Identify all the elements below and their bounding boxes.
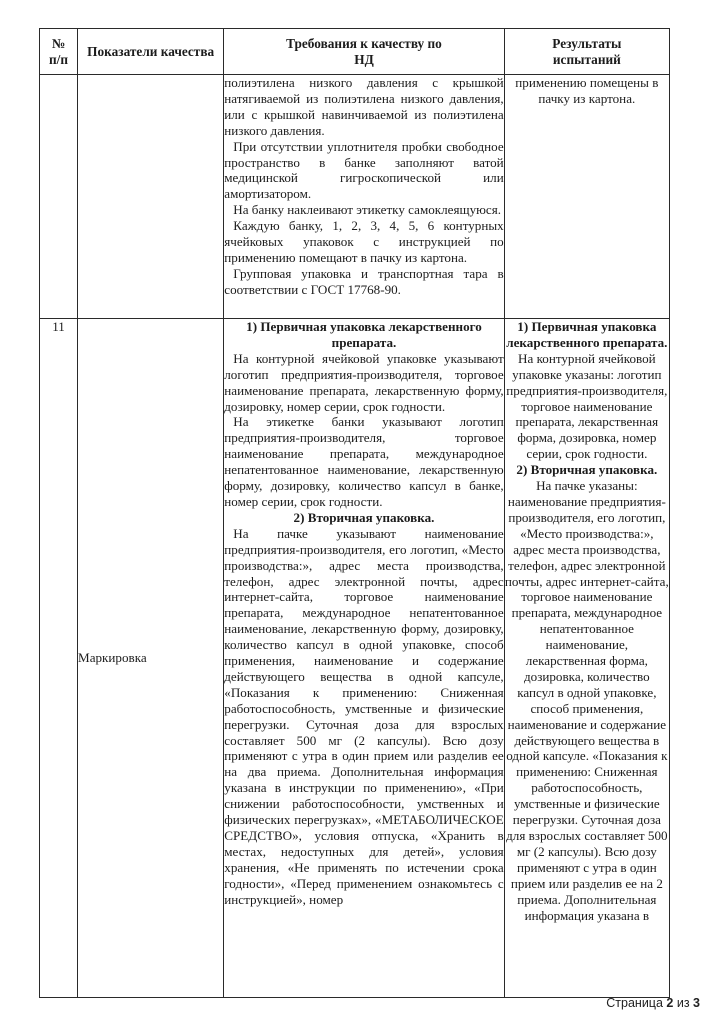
requirements-cell [224,319,504,998]
page-separator: из [676,996,690,1010]
page-number [606,996,700,1010]
row-indicator-empty [78,75,224,319]
requirements-cell [224,75,504,319]
row-number-empty [40,75,78,319]
req-paragraph: На этикетке банки указывают логотип предприятия-производителя, торговое наименование препарата, международное непатентованное наименование, лекарственную форму, дозировку, количество капсул в банке, номер серии, срок годности. [224,414,504,509]
row-indicator: Маркировка [78,319,224,998]
header-results: Результаты испытаний [504,29,669,75]
req-section-heading: 1) Первичная упаковка лекарственного препарата. [246,319,482,350]
page-prefix: Страница [606,996,663,1010]
req-paragraph: полиэтилена низкого давления с крышкой натягиваемой из полиэтилена низкого давления, или с крышкой навинчиваемой из полиэтилена низкого давления. [224,75,504,138]
header-number: № п/п [40,29,78,75]
quality-indicators-table [39,28,670,998]
results-cell [504,319,669,998]
res-paragraph: применению помещены в пачку из картона. [515,75,659,106]
header-requirements: Требования к качеству по НД [224,29,504,75]
header-indicator: Показатели качества [78,29,224,75]
req-paragraph: Каждую банку, 1, 2, 3, 4, 5, 6 контурных ячейковых упаковок с инструкцией по применению помещают в пачку из картона. [224,218,504,265]
page-current: 2 [666,996,674,1010]
table-header-row [40,29,670,75]
res-section-heading: 1) Первичная упаковка лекарственного препарата. [506,319,668,350]
req-paragraph: На банку наклеивают этикетку самоклеящуюся. [233,202,502,218]
res-paragraph: На контурной ячейковой упаковке указаны: логотип предприятия-производителя, торговое наименование препарата, лекарственная форма, дозировка, номер серии, срок годности. [506,350,668,462]
res-paragraph: На пачке указаны: наименование предприятия-производителя, его логотип, «Место производства:», адрес места производства, телефон, адрес электронной почты, адрес интернет-сайта, торговое наименование препарата, международное непатентованное наименование, лекарственная форма, дозировка, количество капсул в одной упаковке, способ применения, наименование и содержание действующего вещества в одной капсуле. «Показания к применению: Сниженная работоспособность, умственные и физические перегрузки. Суточная доза для взрослых составляет 500 мг (2 капсулы). Всю дозу применяют с утра в один прием или разделив ее на 2 приема. Дополнительная информация указана в [504,478,669,923]
req-paragraph: На контурной ячейковой упаковке указывают логотип предприятия-производителя, торговое наименование препарата, лекарственную форму, дозировку, номер серии, срок годности. [224,350,504,414]
req-paragraph: При отсутствии уплотнителя пробки свободное пространство в банке заполняют ватой медицинской гигроскопической или амортизатором. [224,138,504,202]
req-paragraph: Групповая упаковка и транспортная тара в соответствии с ГОСТ 17768-90. [224,265,504,297]
page-total: 3 [693,996,700,1010]
row-number: 11 [40,319,78,998]
req-section-heading: 2) Вторичная упаковка. [293,509,435,525]
res-section-heading: 2) Вторичная упаковка. [516,462,658,478]
req-paragraph: На пачке указывают наименование предприятия-производителя, его логотип, «Место производства:», адрес места производства, телефон, адрес электронной почты, адрес интернет-сайта, торговое наименование препарата, международное непатентованное наименование, лекарственную форму, дозировку, количество капсул в одной упаковке, способ применения, наименование и содержание действующего вещества в одной капсуле, «Показания к применению: Сниженная работоспособность, умственные и физические перегрузки. Суточная доза для взрослых составляет 500 мг (2 капсулы). Всю дозу применяют с утра в один прием или разделив ее на два приема. Дополнительная информация указана в инструкции по применению», «При снижении работоспособности, умственных и физических перегрузках», «МЕТАБОЛИЧЕСКОЕ СРЕДСТВО», условия отпуска, «Хранить в местах, недоступных для детей», условия хранения, «Не применять по истечении срока годности», «Перед применением ознакомьтесь с инструкцией», номер [224,525,504,907]
results-cell [504,75,669,319]
table-row [40,75,670,319]
table-row [40,319,670,998]
